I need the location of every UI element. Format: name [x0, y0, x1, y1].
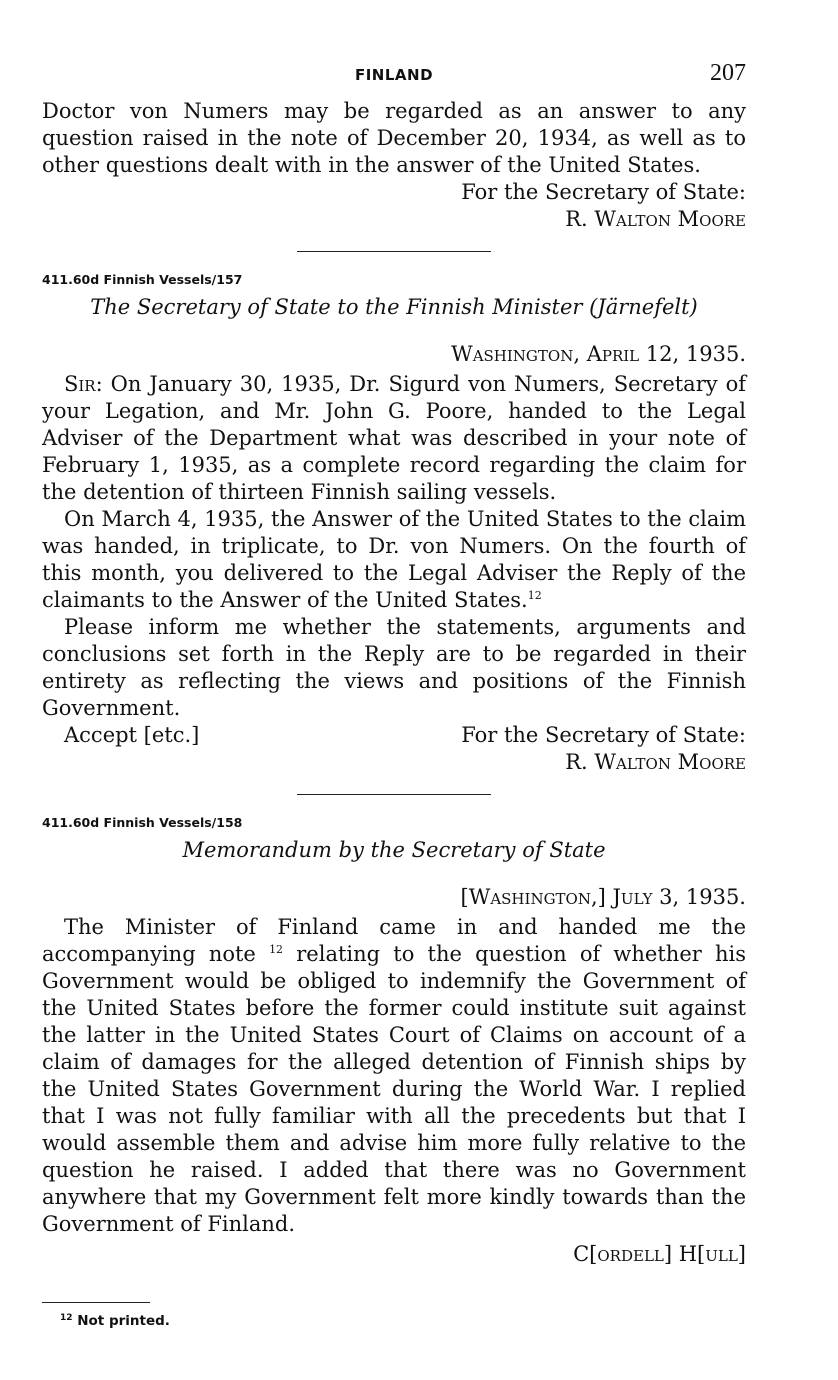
- section-divider: [297, 794, 491, 795]
- file-reference: 411.60d Finnish Vessels/158: [42, 815, 243, 830]
- continuation-paragraph: Doctor von Numers may be regarded as an answer to any question raised in the note of December 20, 1934, as well as to other questions dealt with in the answer of the United States.: [42, 99, 746, 177]
- document-title: The Secretary of State to the Finnish Minister (Järnefelt): [90, 295, 698, 319]
- body-paragraph: [42, 506, 746, 614]
- signature: R. Walton Moore: [565, 750, 746, 774]
- document-page: [42, 58, 746, 1329]
- document-title: Memorandum by the Secretary of State: [182, 838, 606, 862]
- footnote-divider: [42, 1302, 150, 1303]
- body-paragraph: [42, 914, 746, 1238]
- file-reference: 411.60d Finnish Vessels/157: [42, 272, 243, 287]
- body-paragraph: Please inform me whether the statements, arguments and conclusions set forth in the Reply are to be regarded in their entirety as reflecting the views and positions of the Finnish Government.: [42, 615, 746, 720]
- paragraph-text: The Minister of Finland came in and handed me the accompanying note: [42, 915, 746, 966]
- closing-line: For the Secretary of State:: [461, 180, 746, 204]
- paragraph-text: On March 4, 1935, the Answer of the United States to the claim was handed, in triplicate, to Dr. von Numers. On the fourth of this month, you delivered to the Legal Adviser the Reply of the claimants to the Answer of the United States.: [42, 507, 746, 612]
- paragraph-text: relating to the question of whether his Government would be obliged to indemnify the Government of the United States before the former could institute suit against the latter in the United States Court of Claims on account of a claim of damages for the alleged detention of Finnish ships by the United States Government during the World War. I replied that I was not fully familiar with all the precedents but that I would assemble them and advise him more fully relative to the question he raised. I added that there was no Government anywhere that my Government felt more kindly towards than the Government of Finland.: [42, 942, 746, 1236]
- signature: C[ordell] H[ull]: [573, 1242, 746, 1266]
- date-line: [Washington,] July 3, 1935.: [460, 885, 746, 909]
- page-header: [42, 58, 746, 98]
- running-title: FINLAND: [354, 66, 434, 84]
- date-line: Washington, April 12, 1935.: [451, 342, 746, 366]
- page-number: 207: [710, 60, 746, 86]
- footnote-ref[interactable]: 12: [269, 943, 284, 956]
- paragraph-text: On January 30, 1935, Dr. Sigurd von Numers, Secretary of your Legation, and Mr. John G. Poore, handed to the Legal Adviser of the Department what was described in your note of February 1, 1935, as a complete record regarding the claim for the detention of thirteen Finnish sailing vessels.: [42, 372, 746, 504]
- footnote-text: Not printed.: [77, 1313, 170, 1329]
- closing-line: For the Secretary of State:: [461, 723, 746, 747]
- footnote-number: 12: [60, 1313, 73, 1323]
- closing-row: [42, 722, 746, 749]
- salutation: Sir:: [64, 372, 103, 396]
- body-paragraph: [42, 371, 746, 506]
- complimentary-close: Accept [etc.]: [64, 723, 200, 747]
- footnote: [42, 1313, 746, 1329]
- footnote-ref[interactable]: 12: [527, 589, 542, 602]
- section-divider: [297, 251, 491, 252]
- signature: R. Walton Moore: [565, 207, 746, 231]
